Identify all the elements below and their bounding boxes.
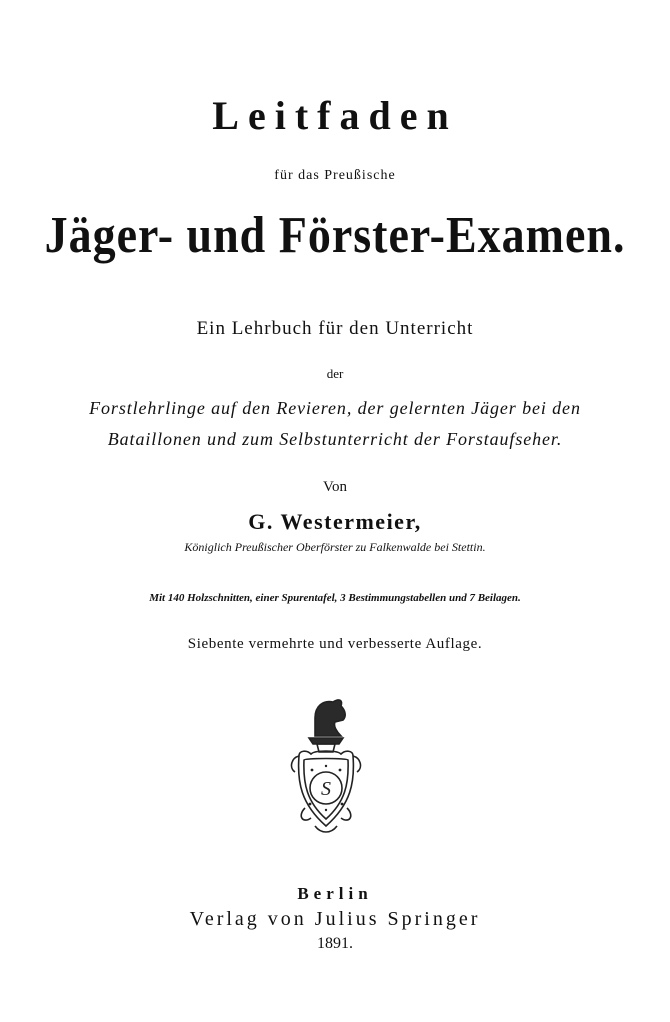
publisher-name: Verlag von Julius Springer xyxy=(189,908,481,930)
springer-knight-emblem-icon xyxy=(285,692,367,842)
article-der: der xyxy=(326,366,344,381)
by-label: Von xyxy=(323,479,347,495)
author-role: Königlich Preußischer Oberförster zu Falkenwalde bei Stettin. xyxy=(184,540,486,554)
book-subtitle: Jäger- und Förster-Examen. xyxy=(44,205,626,264)
emblem-monogram: S xyxy=(321,778,331,800)
publication-year: 1891. xyxy=(317,935,353,952)
edition-note: Siebente vermehrte und verbesserte Auflage. xyxy=(187,636,483,652)
author-name: G. Westermeier, xyxy=(248,509,422,534)
publication-place: Berlin xyxy=(297,884,373,903)
book-title: Leitfaden xyxy=(212,93,458,138)
audience-line-1: Forstlehrlinge auf den Revieren, der gelernten Jäger bei den xyxy=(89,398,581,418)
illustrations-note: Mit 140 Holzschnitten, einer Spurentafel, 3 Bestimmungstabellen und 7 Beilagen. xyxy=(149,592,521,604)
title-connector: für das Preußische xyxy=(274,168,396,183)
book-tagline: Ein Lehrbuch für den Unterricht xyxy=(196,318,474,339)
audience-line-2: Bataillonen und zum Selbstunterricht der Forstaufseher. xyxy=(107,429,563,449)
